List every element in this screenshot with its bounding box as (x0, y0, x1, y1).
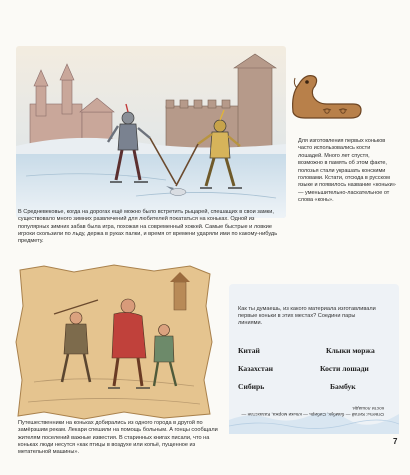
horse-head-skate-image (283, 64, 367, 130)
quiz-question: Как ты думаешь, из какого материала изготавливали первые коньки в этих местах? Соедини пары линиями. (238, 306, 376, 327)
quiz-answer-upside-down: Ответы: Китай — бамбук, Сибирь — клыки моржа, Казахстан — кости лошади. (241, 405, 384, 416)
quiz-left-china[interactable]: Китай (238, 346, 260, 355)
page-number: 7 (393, 437, 398, 446)
quiz-right-horse-bones[interactable]: Кости лошади (320, 364, 369, 373)
quiz-right-walrus-tusks[interactable]: Клыки моржа (326, 346, 375, 355)
medieval-paragraph: В Средневековье, когда на дорогах ещё можно было встретить рыцарей, спешащих в свои замки, существовало много зимних развлечений для любителей покататься на коньках. Одной из популярных зимних забав была игра, похожая на современный хоккей. Самые быстрые и ловкие игроки скользили по льду, держа в руках палки, и время от времени ударяли ими по какому-нибудь предмету. (18, 209, 278, 245)
skate-history-note: Для изготовления первых коньков часто использовались кости лошадей. Много лет спустя, возможно в память об этом факте, полозья стали украшать конскими головами. Кстати, отсюда в русском языке и появилось название «коньки» — уменьшительно-ласкательное от слова «конь». (298, 138, 396, 204)
quiz-right-bamboo[interactable]: Бамбук (330, 382, 356, 391)
travelers-parchment-illustration (14, 262, 214, 422)
knights-ice-illustration (16, 46, 286, 218)
knights-scene-svg (16, 46, 286, 218)
parchment-scene-svg (14, 262, 214, 422)
quiz-left-siberia[interactable]: Сибирь (238, 382, 265, 391)
quiz-left-kazakhstan[interactable]: Казахстан (238, 364, 273, 373)
skate-svg (283, 64, 367, 130)
travel-paragraph: Путешественники на коньках добирались из одного города в другой по замёрзшим рекам. Лекари спешили на помощь больным. А гонцы сообщали жителям поселений важные известия. В старинных книгах писали, что на коньках люди несутся «как птицы в воздухе или копьё, пущенное из метательной машины». (18, 420, 218, 456)
